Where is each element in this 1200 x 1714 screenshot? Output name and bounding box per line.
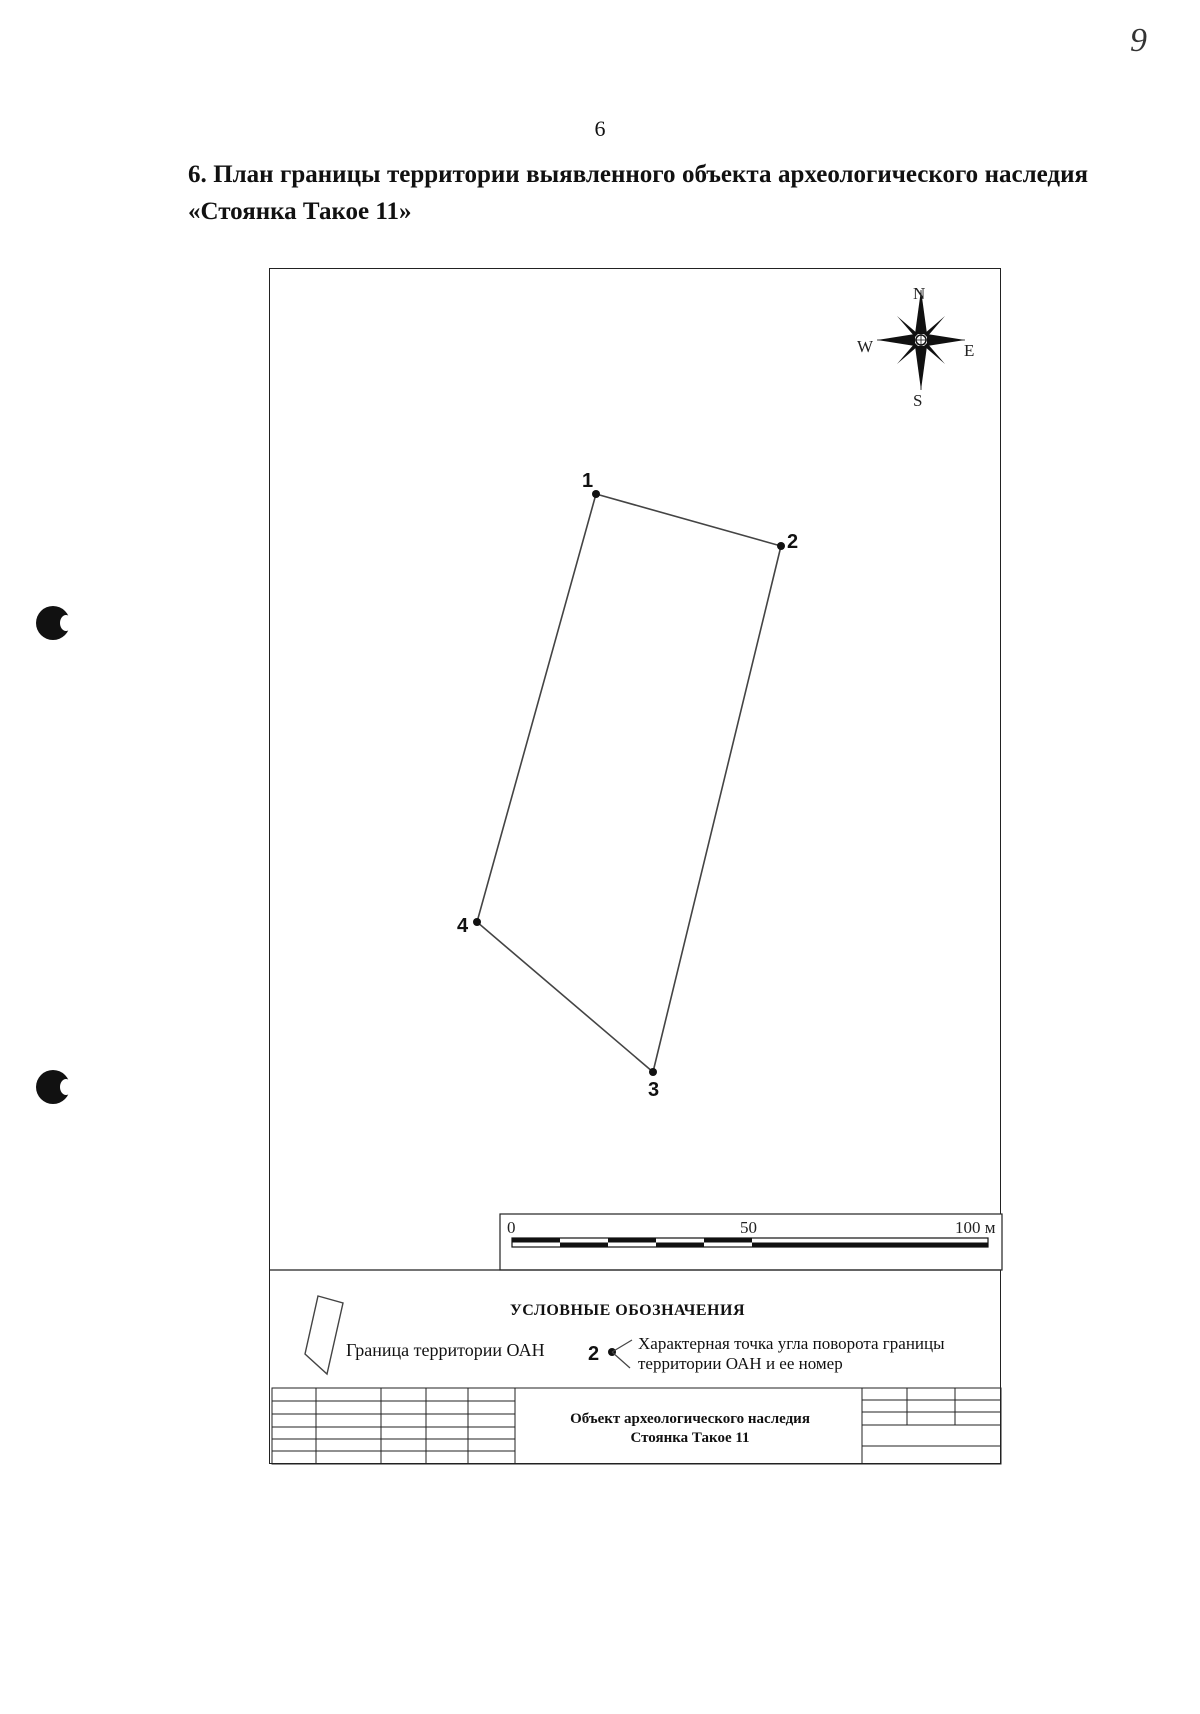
point-3-label: 3 <box>648 1079 660 1101</box>
handwritten-page-mark: 9 <box>1130 22 1147 59</box>
legend-point-leader <box>612 1340 632 1352</box>
compass-n-label: N <box>913 284 926 303</box>
legend-point-label: Характерная точка угла поворота границы территории ОАН и ее номер <box>638 1334 945 1373</box>
stamp-title-line-2: Стоянка Такое 11 <box>630 1430 750 1446</box>
page-number: 6 <box>594 116 606 141</box>
compass-w-label: W <box>857 337 874 356</box>
point-3-marker <box>649 1068 657 1076</box>
compass-e-label: E <box>964 341 975 360</box>
legend-boundary-label: Граница территории ОАН <box>346 1340 545 1360</box>
point-4-label: 4 <box>457 915 469 937</box>
stamp-title-line-1: Объект археологического наследия <box>570 1411 810 1427</box>
point-2-marker <box>777 542 785 550</box>
compass-rose-icon <box>877 290 965 390</box>
legend-point-number: 2 <box>588 1343 600 1365</box>
point-1-label: 1 <box>582 470 594 492</box>
legend-point-leader-2 <box>612 1352 630 1368</box>
point-4-marker <box>473 918 481 926</box>
compass-s-label: S <box>913 391 923 410</box>
section-heading: 6. План границы территории выявленного объекта археологического наследия «Стоянка Такое 11» <box>188 161 1088 225</box>
scale-label-start: 0 <box>507 1218 516 1237</box>
point-2-label: 2 <box>787 531 799 553</box>
stamp-title <box>520 1410 860 1448</box>
scale-label-end: 100 м <box>955 1218 996 1237</box>
legend-title: УСЛОВНЫЕ ОБОЗНАЧЕНИЯ <box>510 1302 745 1319</box>
scale-label-mid: 50 <box>740 1218 757 1237</box>
boundary-polygon <box>477 494 781 1072</box>
legend-boundary-icon <box>305 1296 343 1374</box>
point-1-marker <box>592 490 600 498</box>
